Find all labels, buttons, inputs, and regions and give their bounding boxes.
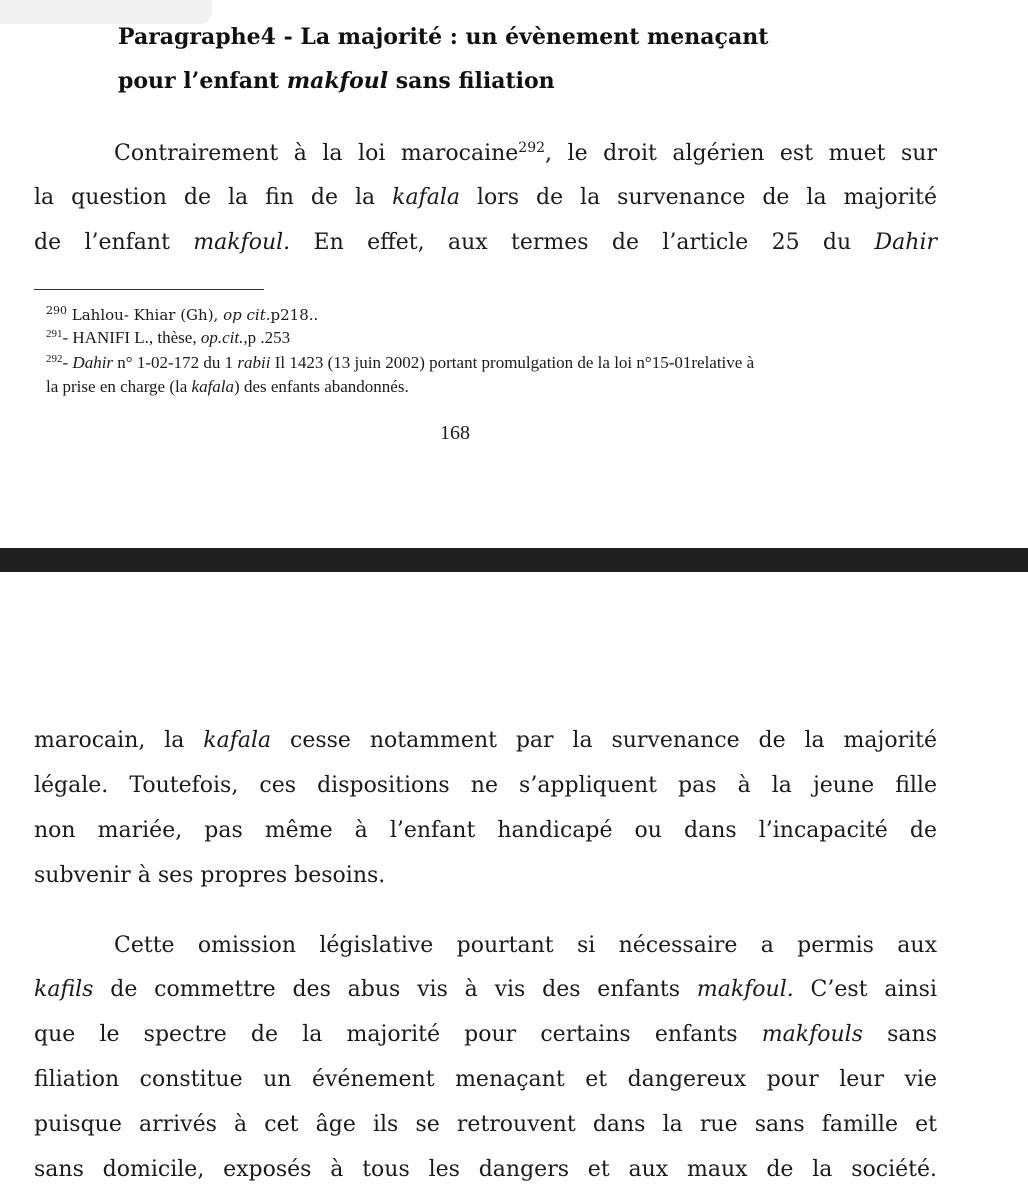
- text: cesse notamment par la survenance de la majorité: [271, 728, 937, 753]
- footnote-292-line-2: [46, 376, 409, 398]
- page2-para2-line-3: [34, 1020, 937, 1050]
- footnote-number: 290: [46, 304, 67, 317]
- italic-term: makfoul.: [193, 230, 291, 255]
- text: lors de la survenance de la majorité: [459, 185, 937, 210]
- page1-para1-line-3: [34, 228, 937, 258]
- page2-para2-line-6: [34, 1155, 937, 1185]
- page1-para1-line-1: [114, 139, 937, 169]
- footnote-text: Il 1423 (13 juin 2002) portant promulgation de la loi n°15-01relative à: [270, 353, 755, 372]
- section-heading-line-2: [118, 68, 555, 94]
- page2-para1-line-2: [34, 771, 937, 801]
- section-heading-line-1: [118, 24, 768, 50]
- text: , le droit algérien est muet sur: [545, 141, 937, 166]
- text: de commettre des abus vis à vis des enfants: [93, 977, 697, 1002]
- page2-para2-line-2: [34, 975, 937, 1005]
- text: En effet, aux termes de l’article 25 du: [290, 230, 875, 255]
- text: sans: [862, 1022, 938, 1047]
- footnote-italic: kafala: [191, 377, 235, 396]
- footnote-292-line-1: [46, 352, 754, 374]
- italic-term: Dahir: [874, 230, 937, 255]
- heading-text: pour l’enfant: [118, 68, 287, 94]
- text: puisque arrivés à cet âge ils se retrouvent dans la rue sans famille et: [34, 1112, 937, 1137]
- footnote-text: la prise en charge (la: [46, 377, 192, 396]
- text: la question de la fin de la: [34, 185, 393, 210]
- page2-para2-line-5: [34, 1110, 937, 1140]
- footnote-ref-292: 292: [518, 140, 546, 156]
- heading-text: Paragraphe4 - La majorité : un évènement menaçant: [118, 24, 769, 50]
- text: non mariée, pas même à l’enfant handicapé ou dans l’incapacité de: [34, 818, 937, 843]
- footnote-number: 291: [46, 328, 63, 340]
- text: Contrairement à la loi marocaine: [114, 141, 519, 166]
- footnote-text: ,p .253: [243, 328, 291, 347]
- text: C’est ainsi: [793, 977, 937, 1002]
- footnote-italic: op cit.: [223, 306, 271, 324]
- page2-para2-line-4: [34, 1065, 937, 1095]
- italic-term: kafala: [392, 185, 460, 210]
- heading-text: sans filiation: [388, 68, 555, 94]
- footnote-text: ) des enfants abandonnés.: [234, 377, 409, 396]
- text: Cette omission législative pourtant si nécessaire a permis aux: [114, 933, 937, 958]
- footnote-italic: op.cit.: [200, 328, 244, 347]
- text: légale. Toutefois, ces dispositions ne s’appliquent pas à la jeune fille: [34, 773, 937, 798]
- footnote-text: Lahlou- Khiar (Gh),: [67, 306, 224, 324]
- italic-term: kafils: [34, 977, 94, 1002]
- footnote-text: - HANIFI L., thèse,: [62, 328, 201, 347]
- text: sans domicile, exposés à tous les dangers et aux maux de la société.: [34, 1157, 937, 1182]
- footnote-290: [46, 304, 318, 326]
- text: subvenir à ses propres besoins.: [34, 863, 386, 888]
- footnote-text: -: [62, 353, 73, 372]
- text: filiation constitue un événement menaçant et dangereux pour leur vie: [34, 1067, 937, 1092]
- top-tab: [0, 0, 212, 24]
- text: de l’enfant: [34, 230, 194, 255]
- text: marocain, la: [34, 728, 204, 753]
- page-separator: [0, 548, 1028, 572]
- italic-term: makfouls: [761, 1022, 863, 1047]
- page2-para1-line-3: [34, 816, 937, 846]
- page2-para1-line-4: [34, 861, 385, 891]
- footnote-divider: [34, 289, 264, 290]
- page-number: 168: [440, 422, 470, 444]
- text: que le spectre de la majorité pour certains enfants: [34, 1022, 762, 1047]
- italic-term: makfoul.: [696, 977, 794, 1002]
- page2-para1-line-1: [34, 726, 937, 756]
- footnote-text: n° 1-02-172 du 1: [113, 353, 238, 372]
- footnote-italic: rabii: [237, 353, 271, 372]
- footnote-italic: Dahir: [72, 353, 114, 372]
- footnote-number: 292: [46, 353, 63, 365]
- footnote-text: p218..: [270, 306, 319, 324]
- page2-para2-line-1: [114, 931, 937, 961]
- page1-para1-line-2: [34, 183, 937, 213]
- footnote-291: [46, 327, 290, 349]
- italic-term: kafala: [203, 728, 272, 753]
- heading-italic: makfoul: [286, 68, 389, 94]
